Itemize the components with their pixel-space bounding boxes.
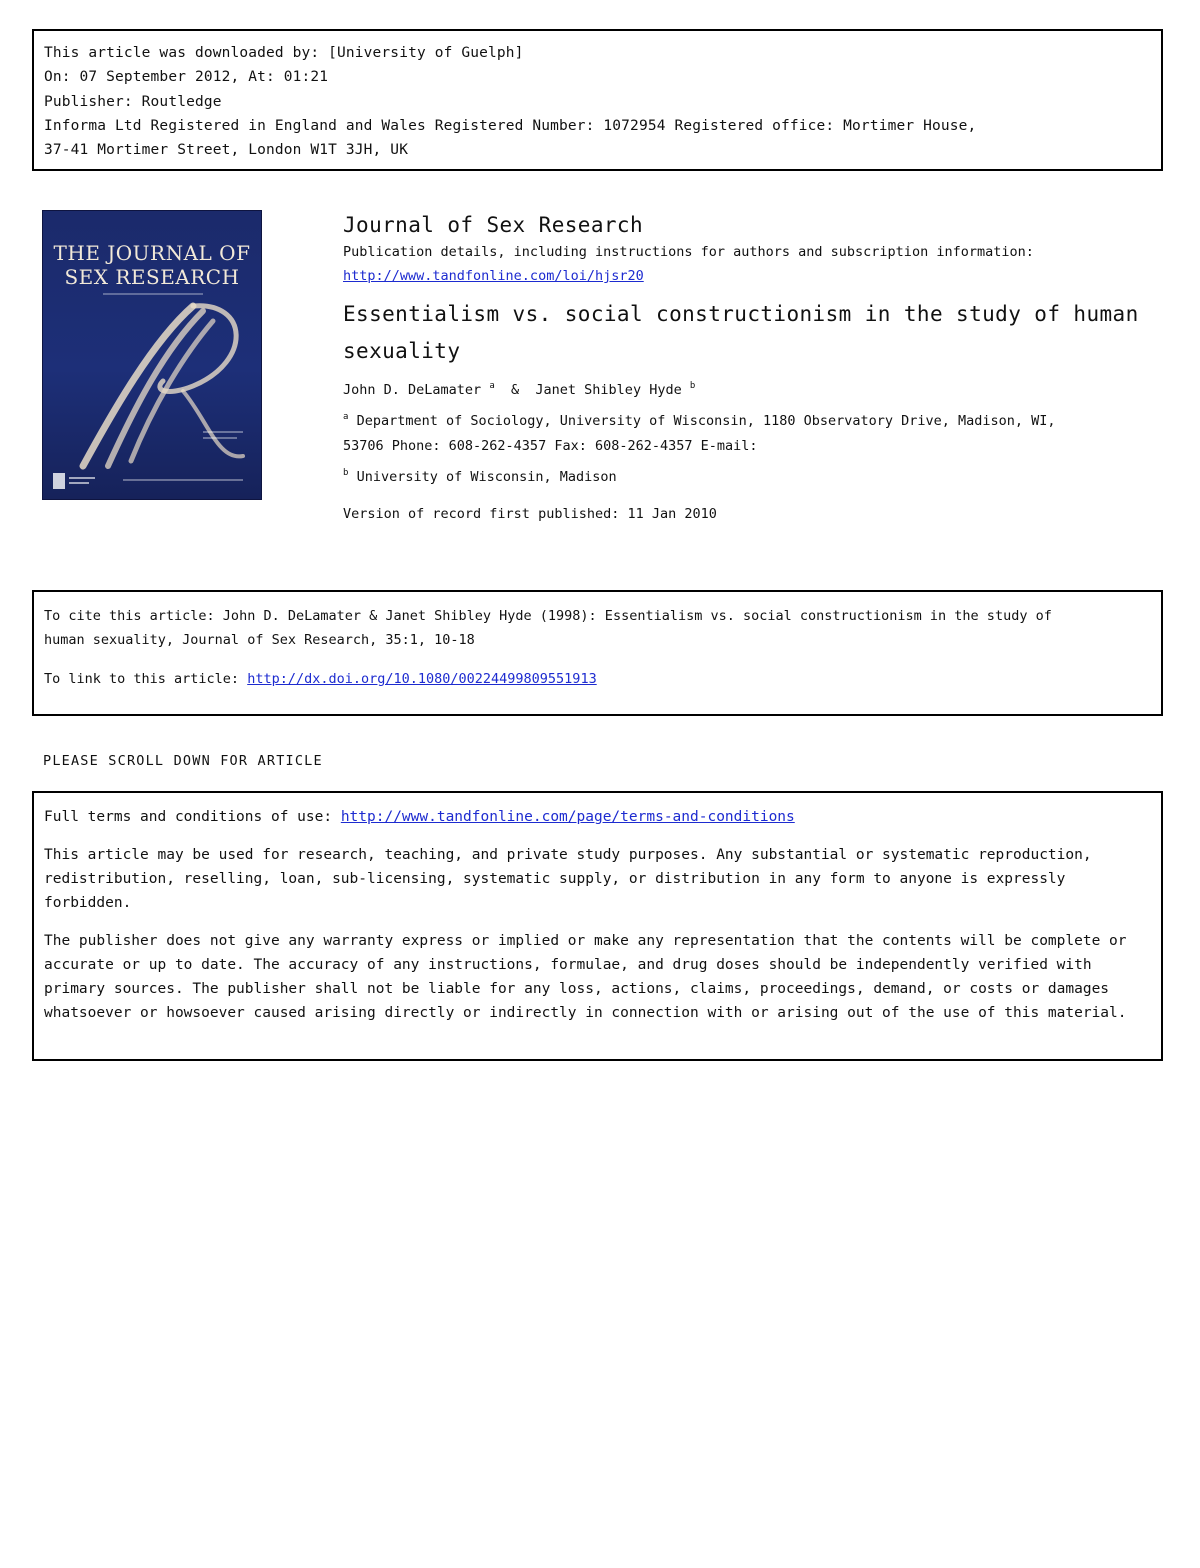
article-link-row — [44, 667, 1151, 691]
journal-cover-image — [42, 210, 262, 500]
terms-link[interactable]: http://www.tandfonline.com/page/terms-and-conditions — [340, 809, 795, 825]
scroll-down-note: PLEASE SCROLL DOWN FOR ARTICLE — [43, 753, 323, 769]
terms-box — [32, 791, 1163, 1061]
publication-details: Publication details, including instructions for authors and subscription information: — [343, 244, 1034, 260]
author-2: Janet Shibley Hyde — [535, 382, 682, 398]
author-separator: & — [502, 382, 528, 398]
terms-paragraph-2: The publisher does not give any warranty express or implied or make any representation that the contents will be complete or accurate or up to date. The accuracy of any instructions, formulae, and drug doses should be independently verified with primary sources. The publisher shall not be liable for any loss, actions, claims, proceedings, demand, or costs or damages whatsoever or howsoever caused arising directly or indirectly in connection with or arising out of the use of this material. — [44, 933, 1127, 1021]
affiliation-a — [343, 405, 1173, 459]
affiliation-a-marker: a — [343, 412, 349, 422]
citation-line1: To cite this article: John D. DeLamater & Janet Shibley Hyde (1998): Essentialism vs. social constructionism in the study of — [44, 608, 1052, 624]
affiliation-b — [343, 461, 1173, 490]
download-notice-box — [32, 29, 1163, 171]
author-2-affiliation-marker: b — [689, 381, 696, 391]
version-of-record: Version of record first published: 11 Jan 2010 — [343, 506, 717, 522]
download-notice-line: 37-41 Mortimer Street, London W1T 3JH, UK — [44, 142, 409, 159]
affiliation-a-line2: 53706 Phone: 608-262-4357 Fax: 608-262-4357 E-mail: — [343, 438, 758, 454]
affiliation-b-marker: b — [343, 468, 349, 478]
cover-title-line2: SEX RESEARCH — [64, 265, 240, 289]
author-1: John D. DeLamater — [343, 382, 482, 398]
journal-title: Journal of Sex Research — [343, 213, 643, 237]
download-notice-line: Informa Ltd Registered in England and Wales Registered Number: 1072954 Registered office: Mortimer House, — [44, 117, 977, 134]
terms-link-row — [44, 805, 1151, 829]
terms-paragraph-1: This article may be used for research, teaching, and private study purposes. Any substantial or systematic reproduction, redistribution, reselling, loan, sub-licensing, systematic supply, or distribution in any form to anyone is expressly forbidden. — [44, 847, 1092, 911]
doi-link[interactable]: http://dx.doi.org/10.1080/00224499809551913 — [247, 671, 597, 687]
download-notice-line: This article was downloaded by: [University of Guelph] — [44, 45, 524, 61]
affiliation-a-line1: Department of Sociology, University of Wisconsin, 1180 Observatory Drive, Madison, WI, — [356, 413, 1056, 429]
journal-url-link[interactable]: http://www.tandfonline.com/loi/hjsr20 — [343, 268, 644, 284]
cover-title-line1: THE JOURNAL OF — [53, 241, 251, 265]
citation-box — [32, 590, 1163, 716]
authors — [343, 374, 1173, 403]
article-link-label: To link to this article: — [44, 671, 248, 687]
author-1-affiliation-marker: a — [489, 381, 495, 391]
citation-line2: human sexuality, Journal of Sex Research, 35:1, 10-18 — [44, 632, 475, 648]
affiliation-b-text: University of Wisconsin, Madison — [356, 469, 617, 485]
cover-ornament-icon — [43, 211, 262, 500]
journal-info — [343, 210, 1173, 527]
terms-label: Full terms and conditions of use: — [44, 809, 341, 825]
article-title: Essentialism vs. social constructionism in the study of human sexuality — [343, 302, 1139, 363]
download-notice-line: On: 07 September 2012, At: 01:21 — [44, 69, 329, 86]
download-notice-line: Publisher: Routledge — [44, 93, 222, 110]
